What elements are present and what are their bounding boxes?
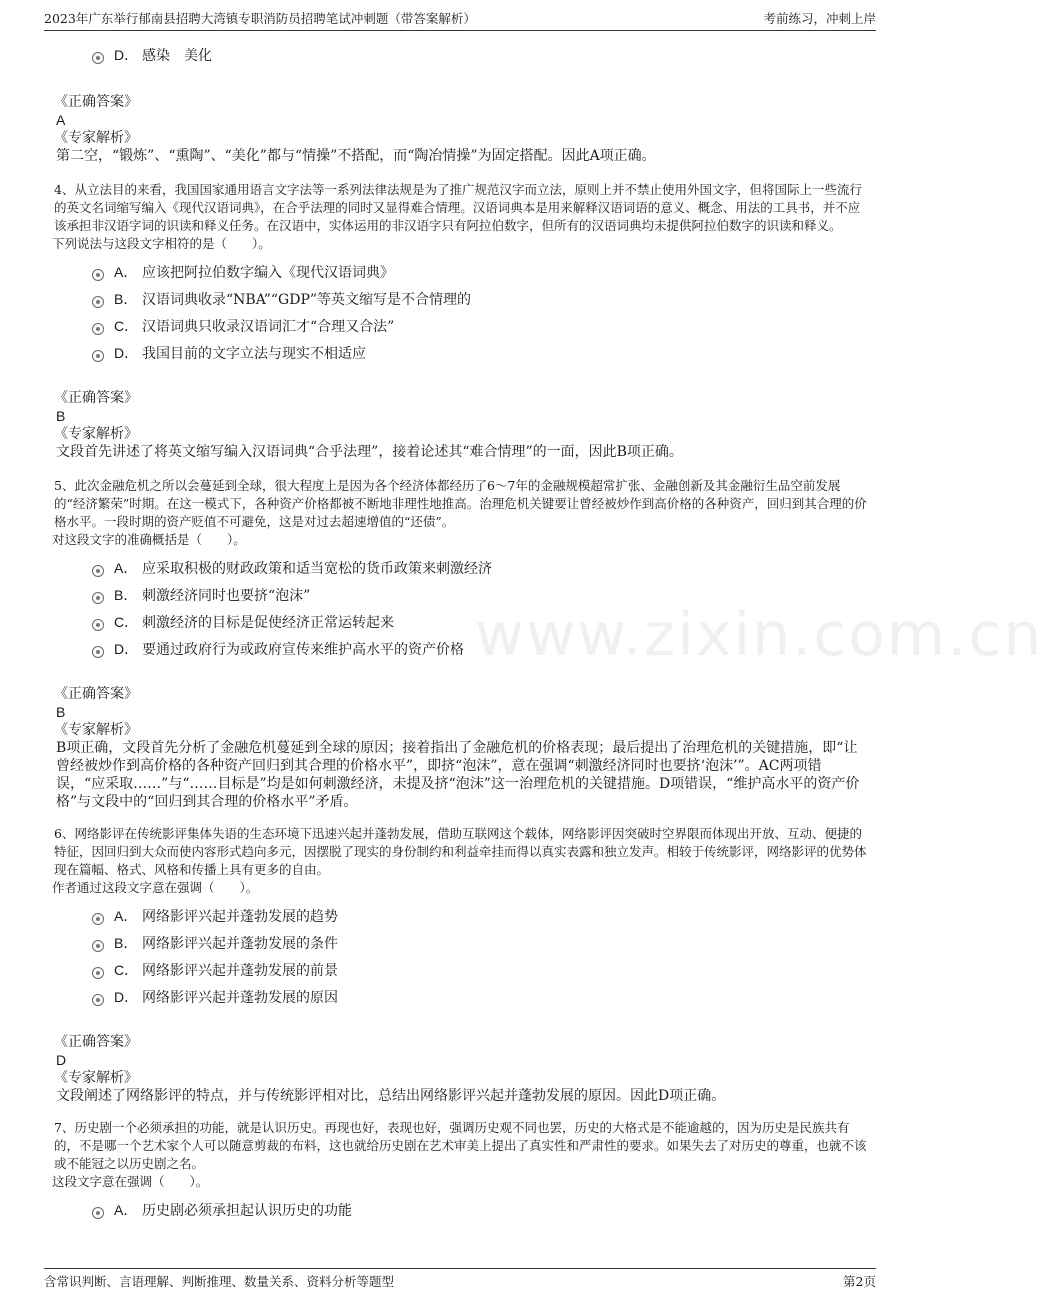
analysis-text: 文段阐述了网络影评的特点，并与传统影评相对比，总结出网络影评兴起并蓬勃发展的原因。因此D项正确。 bbox=[56, 1088, 726, 1104]
option-c[interactable] bbox=[92, 313, 868, 340]
page-header bbox=[44, 8, 876, 31]
answer-value: D bbox=[56, 1052, 67, 1068]
stem-text: 6、网络影评在传统影评集体失语的生态环境下迅速兴起并蓬勃发展，借助互联网这个载体，网络影评因突破时空界限而体现出开放、互动、便捷的特征，因回归到大众而使内容形式趋向多元，因摆脱了现实的身份制约和利益牵挂而得以真实表露和独立发声。相较于传统影评，网络影评的优势体现在篇幅、格式、风格和传播上具有更多的自由。 bbox=[54, 826, 867, 877]
answer-block bbox=[52, 1033, 868, 1105]
analysis-label: 《专家解析》 bbox=[54, 130, 138, 146]
option-letter: D． bbox=[114, 345, 139, 361]
question-stem bbox=[54, 1119, 868, 1191]
option-text: 我国目前的文字立法与现实不相适应 bbox=[142, 346, 366, 362]
answer-label: 《正确答案》 bbox=[54, 686, 138, 702]
option-c[interactable] bbox=[92, 609, 868, 636]
radio-icon[interactable] bbox=[92, 296, 104, 308]
radio-icon[interactable] bbox=[92, 323, 104, 335]
answer-block bbox=[52, 389, 868, 461]
option-c[interactable] bbox=[92, 957, 868, 984]
option-b[interactable] bbox=[92, 286, 868, 313]
option-text: 汉语词典只收录汉语词汇才“合理又合法” bbox=[142, 319, 395, 335]
question-4 bbox=[52, 181, 868, 461]
option-text: 网络影评兴起并蓬勃发展的趋势 bbox=[142, 909, 338, 925]
page-footer bbox=[44, 1268, 876, 1291]
options-list bbox=[92, 555, 868, 663]
option-text: 要通过政府行为或政府宣传来维护高水平的资产价格 bbox=[142, 642, 464, 658]
option-letter: C． bbox=[114, 614, 139, 630]
document-title: 2023年广东举行郁南县招聘大湾镇专职消防员招聘笔试冲刺题（带答案解析） bbox=[44, 11, 476, 26]
radio-icon[interactable] bbox=[92, 994, 104, 1006]
answer-value: A bbox=[56, 112, 66, 128]
stem-text: 5、此次金融危机之所以会蔓延到全球，很大程度上是因为各个经济体都经历了6～7年的金融规模超常扩张、金融创新及其金融衍生品空前发展的“经济繁荣”时期。在这一模式下，各种资产价格都被不断地非理性地推高。治理危机关键要让曾经被炒作到高价格的各种资产，回归到其合理的价格水平。一段时期的资产贬值不可避免，这是对过去超速增值的“还债”。 bbox=[54, 478, 867, 529]
option-text: 网络影评兴起并蓬勃发展的原因 bbox=[142, 990, 338, 1006]
answer-label: 《正确答案》 bbox=[54, 1034, 138, 1050]
answer-block bbox=[52, 685, 868, 811]
option-text: 汉语词典收录“NBA”“GDP”等英文缩写是不合情理的 bbox=[142, 292, 472, 308]
radio-icon[interactable] bbox=[92, 592, 104, 604]
radio-icon[interactable] bbox=[92, 967, 104, 979]
option-a[interactable] bbox=[92, 1197, 868, 1224]
option-letter: B． bbox=[114, 587, 138, 603]
option-d[interactable] bbox=[92, 636, 868, 663]
analysis-label: 《专家解析》 bbox=[54, 722, 138, 738]
option-b[interactable] bbox=[92, 930, 868, 957]
radio-icon[interactable] bbox=[92, 913, 104, 925]
analysis-text: B项正确，文段首先分析了金融危机蔓延到全球的原因；接着指出了金融危机的价格表现；最后提出了治理危机的关键措施，即“让曾经被炒作到高价格的各种资产回归到其合理的价格水平”，即挤“泡沫”，意在强调“刺激经济同时也要挤‘泡沫’”。AC两项错误，“应采取……”与“……目标是”均是如何刺激经济，未提及挤“泡沫”这一治理危机的关键措施。D项错误，“维护高水平的资产价格”与文段中的“回归到其合理的价格水平”矛盾。 bbox=[56, 740, 860, 810]
option-text: 网络影评兴起并蓬勃发展的前景 bbox=[142, 963, 338, 979]
question-stem bbox=[54, 181, 868, 253]
page-number: 第2页 bbox=[843, 1274, 876, 1289]
question-6 bbox=[52, 825, 868, 1105]
question-prompt: 这段文字意在强调（ ）。 bbox=[52, 1174, 209, 1189]
prev-question bbox=[52, 42, 868, 165]
options-list bbox=[92, 1197, 868, 1224]
answer-block bbox=[52, 93, 868, 165]
option-a[interactable] bbox=[92, 259, 868, 286]
option-d[interactable] bbox=[92, 984, 868, 1011]
options-list bbox=[92, 42, 868, 69]
option-d[interactable] bbox=[92, 42, 868, 69]
radio-icon[interactable] bbox=[92, 1207, 104, 1219]
options-list bbox=[92, 259, 868, 367]
option-letter: C． bbox=[114, 318, 139, 334]
question-prompt: 对这段文字的准确概括是（ ）。 bbox=[52, 532, 246, 547]
question-prompt: 下列说法与这段文字相符的是（ ）。 bbox=[52, 236, 271, 251]
radio-icon[interactable] bbox=[92, 940, 104, 952]
question-prompt: 作者通过这段文字意在强调（ ）。 bbox=[52, 880, 259, 895]
option-text: 感染 美化 bbox=[142, 48, 212, 64]
option-text: 应该把阿拉伯数字编入《现代汉语词典》 bbox=[142, 265, 394, 281]
analysis-label: 《专家解析》 bbox=[54, 426, 138, 442]
page-content bbox=[52, 38, 868, 1224]
option-text: 历史剧必须承担起认识历史的功能 bbox=[142, 1203, 352, 1219]
option-letter: B． bbox=[114, 935, 138, 951]
stem-text: 7、历史剧一个必须承担的功能，就是认识历史。再现也好，表现也好，强调历史观不同也罢，历史的大格式是不能逾越的，因为历史是民族共有的，不是哪一个艺术家个人可以随意剪裁的布料，这也就给历史剧在艺术审美上提出了真实性和严肃性的要求。如果失去了对历史的尊重，也就不该或不能冠之以历史剧之名。 bbox=[54, 1120, 867, 1171]
option-letter: D． bbox=[114, 989, 139, 1005]
option-text: 刺激经济的目标是促使经济正常运转起来 bbox=[142, 615, 394, 631]
option-a[interactable] bbox=[92, 555, 868, 582]
answer-label: 《正确答案》 bbox=[54, 390, 138, 406]
option-letter: D． bbox=[114, 47, 139, 63]
analysis-text: 第二空，“锻炼”、“熏陶”、“美化”都与“情操”不搭配，而“陶冶情操”为固定搭配。因此A项正确。 bbox=[56, 148, 656, 164]
option-letter: D． bbox=[114, 641, 139, 657]
option-letter: A． bbox=[114, 560, 138, 576]
analysis-label: 《专家解析》 bbox=[54, 1070, 138, 1086]
watermark: www.zixin.com.cn bbox=[475, 600, 1043, 670]
radio-icon[interactable] bbox=[92, 52, 104, 64]
footer-note: 含常识判断、言语理解、判断推理、数量关系、资料分析等题型 bbox=[44, 1274, 395, 1289]
options-list bbox=[92, 903, 868, 1011]
option-text: 应采取积极的财政政策和适当宽松的货币政策来刺激经济 bbox=[142, 561, 492, 577]
answer-value: B bbox=[56, 704, 66, 720]
option-d[interactable] bbox=[92, 340, 868, 367]
header-slogan: 考前练习，冲刺上岸 bbox=[763, 11, 876, 26]
question-stem bbox=[54, 477, 868, 549]
question-7 bbox=[52, 1119, 868, 1224]
option-text: 刺激经济同时也要挤“泡沫” bbox=[142, 588, 311, 604]
option-a[interactable] bbox=[92, 903, 868, 930]
answer-label: 《正确答案》 bbox=[54, 94, 138, 110]
radio-icon[interactable] bbox=[92, 350, 104, 362]
question-stem bbox=[54, 825, 868, 897]
radio-icon[interactable] bbox=[92, 619, 104, 631]
option-letter: A． bbox=[114, 1202, 138, 1218]
radio-icon[interactable] bbox=[92, 269, 104, 281]
option-text: 网络影评兴起并蓬勃发展的条件 bbox=[142, 936, 338, 952]
option-letter: C． bbox=[114, 962, 139, 978]
stem-text: 4、从立法目的来看，我国国家通用语言文字法等一系列法律法规是为了推广规范汉字而立法，原则上并不禁止使用外国文字，但将国际上一些流行的英文名词缩写编入《现代汉语词典》，在合乎法理的同时又显得难合情理。汉语词典本是用来解释汉语词语的意义、概念、用法的工具书，并不应该承担非汉语字词的识读和释义任务。在汉语中，实体运用的非汉语字只有阿拉伯数字，但所有的汉语词典均未提供阿拉伯数字的识读和释义。 bbox=[54, 182, 862, 233]
option-letter: A． bbox=[114, 908, 138, 924]
option-letter: A． bbox=[114, 264, 138, 280]
radio-icon[interactable] bbox=[92, 565, 104, 577]
radio-icon[interactable] bbox=[92, 646, 104, 658]
option-b[interactable] bbox=[92, 582, 868, 609]
question-5 bbox=[52, 477, 868, 811]
answer-value: B bbox=[56, 408, 66, 424]
option-letter: B． bbox=[114, 291, 138, 307]
analysis-text: 文段首先讲述了将英文缩写编入汉语词典“合乎法理”，接着论述其“难合情理”的一面，因此B项正确。 bbox=[56, 444, 683, 460]
